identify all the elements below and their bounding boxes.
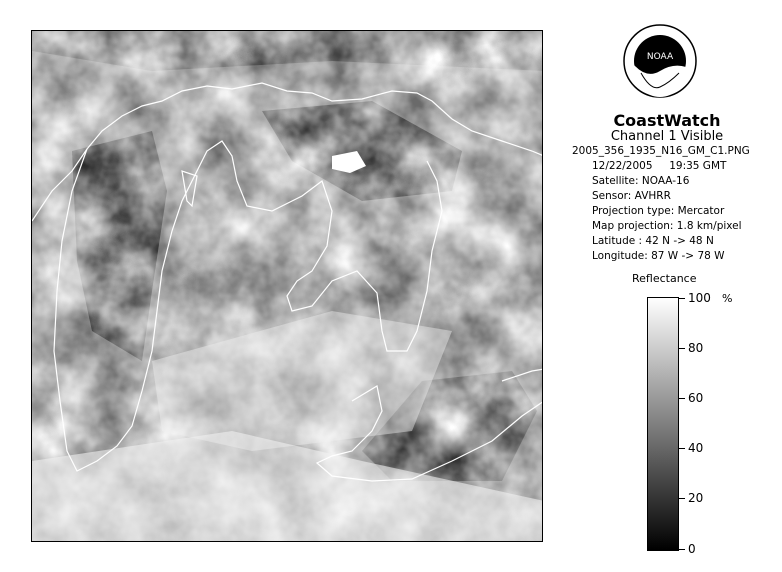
projection-type: Projection type: Mercator bbox=[592, 205, 725, 217]
tick-mark bbox=[679, 298, 685, 299]
noaa-logo bbox=[621, 21, 699, 109]
datetime: 12/22/2005 19:35 GMT bbox=[592, 160, 727, 172]
map-projection: Map projection: 1.8 km/pixel bbox=[592, 220, 742, 232]
tick-label: 20 bbox=[688, 491, 704, 505]
filename: 2005_356_1935_N16_GM_C1.PNG bbox=[572, 145, 750, 157]
satellite: Satellite: NOAA-16 bbox=[592, 175, 690, 187]
tick-label: 100 bbox=[688, 291, 711, 305]
legend-unit: % bbox=[722, 292, 733, 305]
product-title: Channel 1 Visible bbox=[610, 129, 724, 144]
longitude: Longitude: 87 W -> 78 W bbox=[592, 250, 725, 262]
latitude: Latitude : 42 N -> 48 N bbox=[592, 235, 714, 247]
tick-mark bbox=[679, 549, 685, 550]
tick-label: 80 bbox=[688, 341, 704, 355]
tick-mark bbox=[679, 498, 685, 499]
tick-mark bbox=[679, 348, 685, 349]
legend-title: Reflectance bbox=[632, 272, 697, 285]
tick-label: 60 bbox=[688, 391, 704, 405]
reflectance-colorbar bbox=[647, 297, 679, 551]
noaa-seal-icon bbox=[621, 21, 699, 109]
tick-mark bbox=[679, 448, 685, 449]
satellite-map bbox=[31, 30, 543, 542]
logo-text: NOAA bbox=[646, 52, 674, 62]
tick-label: 0 bbox=[688, 542, 696, 556]
tick-label: 40 bbox=[688, 441, 704, 455]
brand-title: CoastWatch bbox=[613, 111, 721, 130]
metadata-panel bbox=[572, 144, 777, 264]
satellite-image bbox=[32, 31, 543, 542]
sensor: Sensor: AVHRR bbox=[592, 190, 671, 202]
tick-mark bbox=[679, 398, 685, 399]
